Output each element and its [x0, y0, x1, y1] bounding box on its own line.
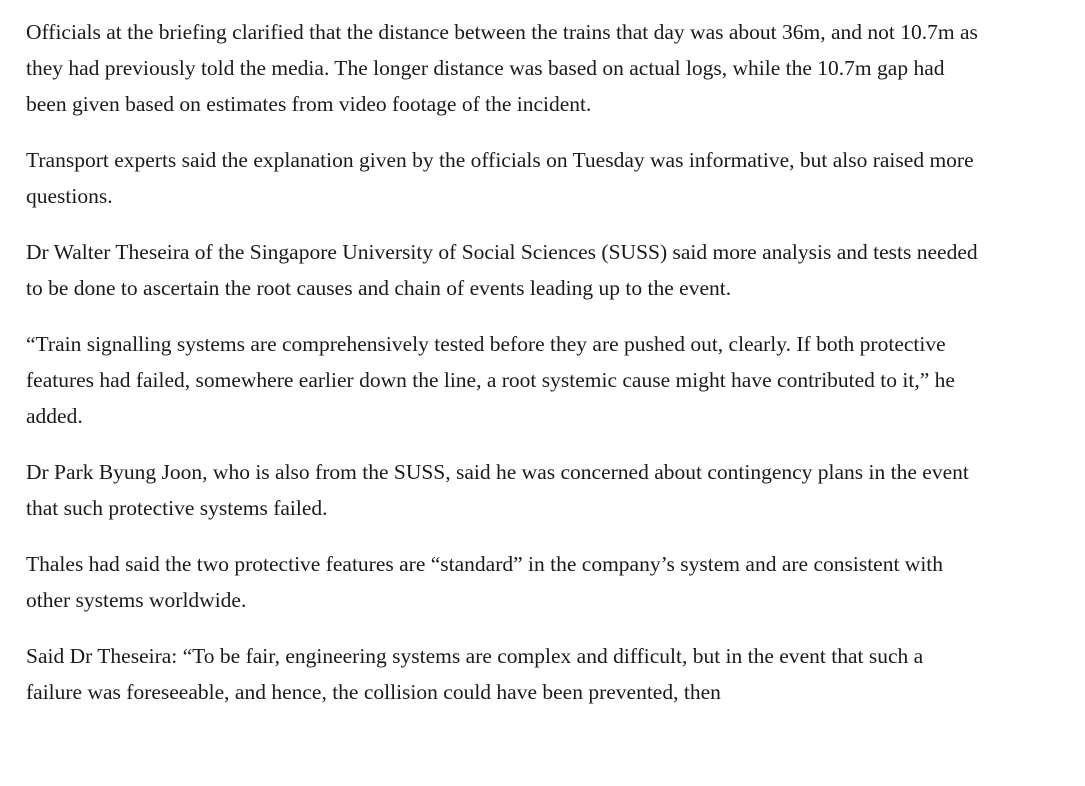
paragraph-thales-standard: Thales had said the two protective features are “standard” in the company’s system and are consistent with other systems worldwide. — [26, 552, 944, 612]
paragraph-theseira-fairness: Said Dr Theseira: “To be fair, engineering systems are complex and difficult, but in the event that such a failure was foreseeable, and hence, the collision could have been prevented, then — [26, 644, 924, 704]
article-body — [26, 14, 984, 730]
paragraph-theseira-quote: “Train signalling systems are comprehensively tested before they are pushed out, clearly. If both protective features had failed, somewhere earlier down the line, a root systemic cause might have contributed to it,” he added. — [26, 332, 955, 428]
paragraph-experts-reaction: Transport experts said the explanation given by the officials on Tuesday was informative, but also raised more questions. — [26, 148, 974, 208]
paragraph-distance-clarification: Officials at the briefing clarified that the distance between the trains that day was about 36m, and not 10.7m as they had previously told the media. The longer distance was based on actual logs, while the 10.7m gap had been given based on estimates from video footage of the incident. — [26, 20, 978, 116]
paragraph-park-contingency: Dr Park Byung Joon, who is also from the SUSS, said he was concerned about contingency plans in the event that such protective systems failed. — [26, 460, 969, 520]
paragraph-theseira-analysis: Dr Walter Theseira of the Singapore University of Social Sciences (SUSS) said more analysis and tests needed to be done to ascertain the root causes and chain of events leading up to the event. — [26, 240, 978, 300]
